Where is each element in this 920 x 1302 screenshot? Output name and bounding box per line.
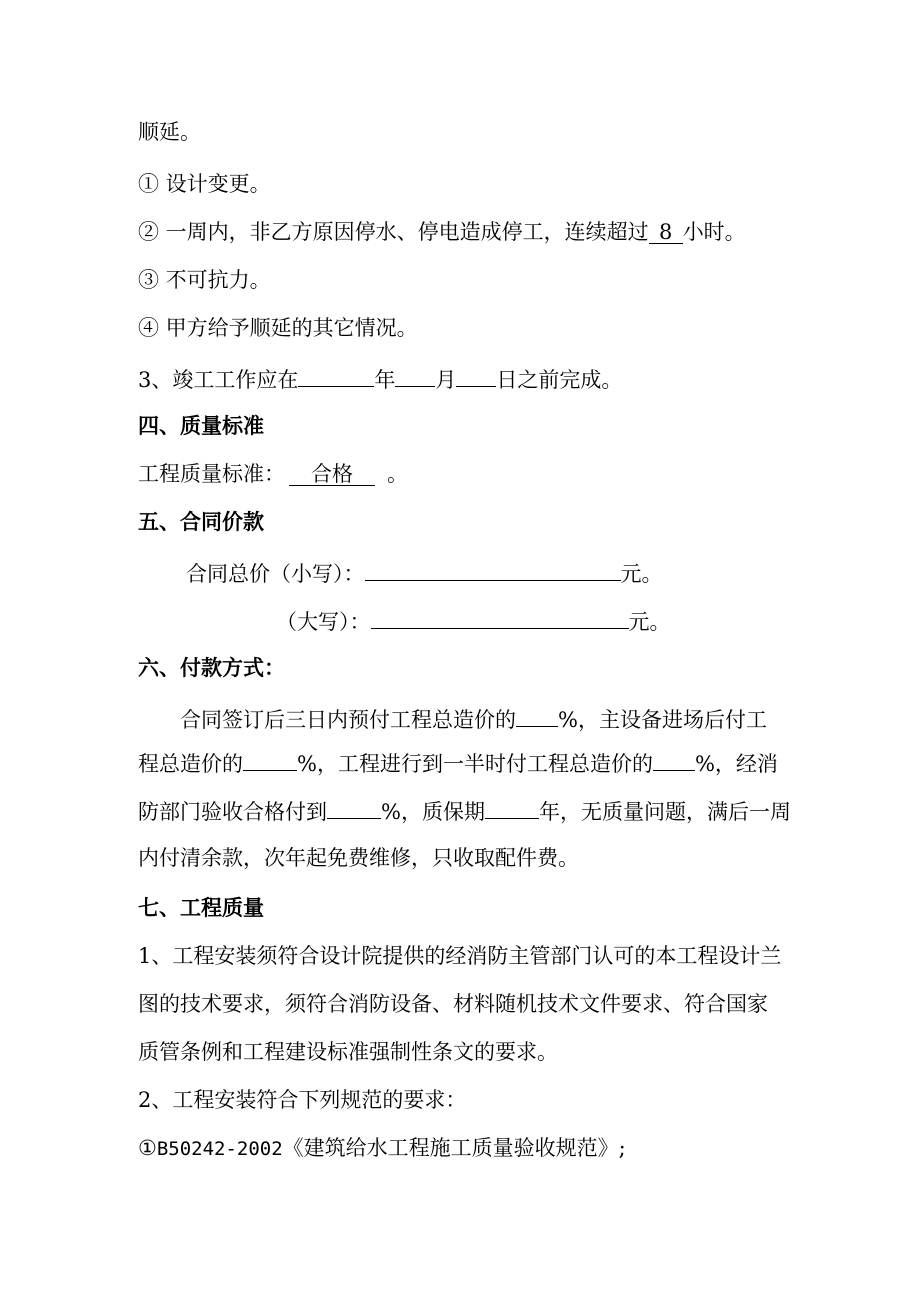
text-line: 顺延。 — [138, 120, 201, 144]
section-heading-quality-standard: 四、质量标准 — [138, 414, 264, 438]
price-uppercase-line: （大写）： 元。 — [276, 606, 671, 636]
quality-paragraph-line: 图的技术要求，须符合消防设备、材料随机技术文件要求、符合国家 — [138, 992, 768, 1016]
section-heading-contract-price: 五、合同价款 — [138, 510, 264, 534]
prepay-percent-blank — [516, 704, 558, 727]
list-item: ② 一周内，非乙方原因停水、停电造成停工，连续超过 8 小时。 — [138, 220, 746, 244]
quality-paragraph-line: 2、工程安装符合下列规范的要求： — [138, 1088, 467, 1112]
year-blank — [298, 364, 374, 387]
list-item: ① 设计变更。 — [138, 172, 271, 196]
warranty-years-blank — [485, 796, 539, 819]
price-uppercase-blank — [371, 606, 629, 629]
payment-paragraph-line: 合同签订后三日内预付工程总造价的 %，主设备进场后付工 — [180, 704, 767, 734]
half-percent-blank — [653, 748, 695, 771]
list-item: ④ 甲方给予顺延的其它情况。 — [138, 316, 418, 340]
list-item: ①B50242-2002《建筑给水工程施工质量验收规范》; — [138, 1136, 626, 1160]
hours-field: 8 — [649, 221, 683, 244]
quality-standard-value: 合格 — [289, 463, 375, 486]
quality-paragraph-line: 1、工程安装须符合设计院提供的经消防主管部门认可的本工程设计兰 — [138, 944, 782, 968]
quality-paragraph-line: 质管条例和工程建设标准强制性条文的要求。 — [138, 1040, 558, 1064]
payment-paragraph-line: 程总造价的 %，工程进行到一半时付工程总造价的 %，经消 — [138, 748, 778, 778]
completion-date-line: 3、竣工工作应在 年 月 日之前完成。 — [138, 364, 622, 394]
month-blank — [395, 364, 435, 387]
quality-standard-line: 工程质量标准： 合格 。 — [138, 462, 408, 486]
section-heading-payment-method: 六、付款方式： — [138, 656, 285, 680]
standard-code: B50242-2002 — [156, 1138, 283, 1160]
payment-paragraph-line: 内付清余款，次年起免费维修，只收取配件费。 — [138, 846, 579, 870]
acceptance-percent-blank — [327, 796, 381, 819]
price-lowercase-line: 合同总价（小写）： 元。 — [186, 558, 663, 588]
equipment-percent-blank — [243, 748, 297, 771]
payment-paragraph-line: 防部门验收合格付到 %，质保期 年，无质量问题，满后一周 — [138, 796, 791, 826]
price-lowercase-blank — [365, 558, 621, 581]
list-item: ③ 不可抗力。 — [138, 268, 271, 292]
day-blank — [456, 364, 496, 387]
section-heading-engineering-quality: 七、工程质量 — [138, 896, 264, 920]
